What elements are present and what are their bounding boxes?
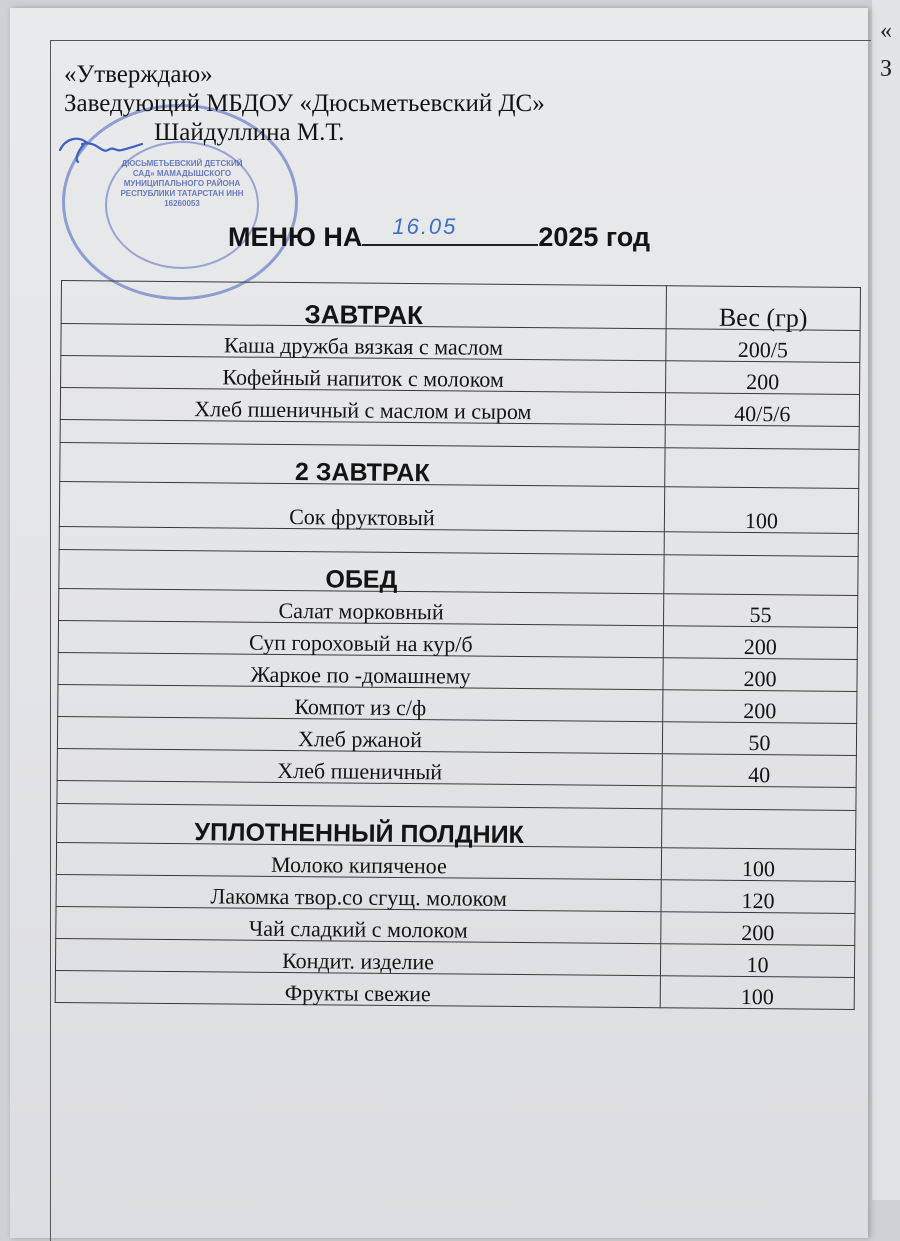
dish-name: Молоко кипяченое	[56, 842, 661, 879]
dish-name: Каша дружба вязкая с маслом	[61, 324, 666, 361]
dish-weight: 120	[661, 880, 855, 914]
dish-name: Лакомка твор.со сгущ. молоком	[56, 874, 661, 911]
dish-name: Кондит. изделие	[55, 938, 660, 975]
menu-title	[228, 214, 651, 253]
stamp-text: ДЮСЬМЕТЬЕВСКИЙ ДЕТСКИЙ САД» МАМАДЫШСКОГО МУНИЦИПАЛЬНОГО РАЙОНА РЕСПУБЛИКИ ТАТАРСТАН ИНН 16260053	[120, 159, 244, 208]
dish-weight: 40	[662, 754, 856, 788]
dish-weight: 200/5	[666, 329, 860, 363]
dish-name: Суп гороховый на кур/б	[58, 620, 663, 657]
dish-weight: 100	[664, 487, 858, 534]
section-header-second-breakfast: 2 ЗАВТРАК	[60, 442, 665, 486]
dish-name: Сок фруктовый	[59, 481, 664, 531]
dish-weight: 200	[666, 361, 860, 395]
dish-weight: 200	[663, 690, 857, 724]
dish-name: Чай сладкий с молоком	[56, 906, 661, 943]
dish-weight: 55	[664, 594, 858, 628]
approval-title: «Утверждаю»	[64, 61, 213, 88]
section-header-breakfast: ЗАВТРАК	[61, 281, 666, 329]
dish-name: Салат морковный	[59, 588, 664, 625]
empty-cell	[665, 448, 859, 489]
dish-weight: 200	[663, 658, 857, 692]
menu-table	[55, 280, 861, 1010]
empty-cell	[662, 786, 856, 811]
handwritten-date: 16.05	[392, 214, 458, 239]
dish-name: Хлеб пшеничный с маслом и сыром	[60, 388, 665, 425]
dish-weight: 50	[662, 722, 856, 756]
table-row	[55, 970, 854, 1009]
dish-name: Компот из с/ф	[58, 684, 663, 721]
date-blank	[362, 214, 538, 246]
dish-weight: 10	[660, 944, 854, 978]
dish-weight: 200	[663, 626, 857, 660]
empty-cell	[664, 532, 858, 557]
dish-weight: 100	[660, 976, 854, 1010]
dish-name: Кофейный напиток с молоком	[61, 356, 666, 393]
empty-cell	[664, 555, 858, 596]
title-prefix: МЕНЮ НА	[228, 222, 363, 252]
dish-name: Хлеб пшеничный	[57, 748, 662, 785]
empty-cell	[665, 425, 859, 450]
table-row	[61, 281, 860, 331]
section-header-snack: УПЛОТНЕННЫЙ ПОЛДНИК	[57, 803, 662, 847]
section-header-lunch: ОБЕД	[59, 549, 664, 593]
handwritten-signature	[56, 128, 146, 168]
weight-column-header: Вес (гр)	[666, 286, 860, 331]
edge-glyph: З	[880, 56, 893, 82]
table-row	[59, 481, 858, 533]
edge-glyph: «	[880, 18, 892, 44]
next-page-edge	[872, 0, 900, 1200]
dish-name: Хлеб ржаной	[57, 716, 662, 753]
dish-weight: 200	[661, 912, 855, 946]
dish-name: Жаркое по -домашнему	[58, 652, 663, 689]
approval-name: Шайдуллина М.Т.	[154, 119, 345, 146]
dish-weight: 100	[661, 848, 855, 882]
empty-cell	[662, 809, 856, 850]
dish-name: Фрукты свежие	[55, 970, 660, 1007]
approval-position: Заведующий МБДОУ «Дюсьметьевский ДС»	[64, 90, 545, 117]
title-suffix: 2025 год	[538, 222, 651, 252]
dish-weight: 40/5/6	[665, 393, 859, 427]
